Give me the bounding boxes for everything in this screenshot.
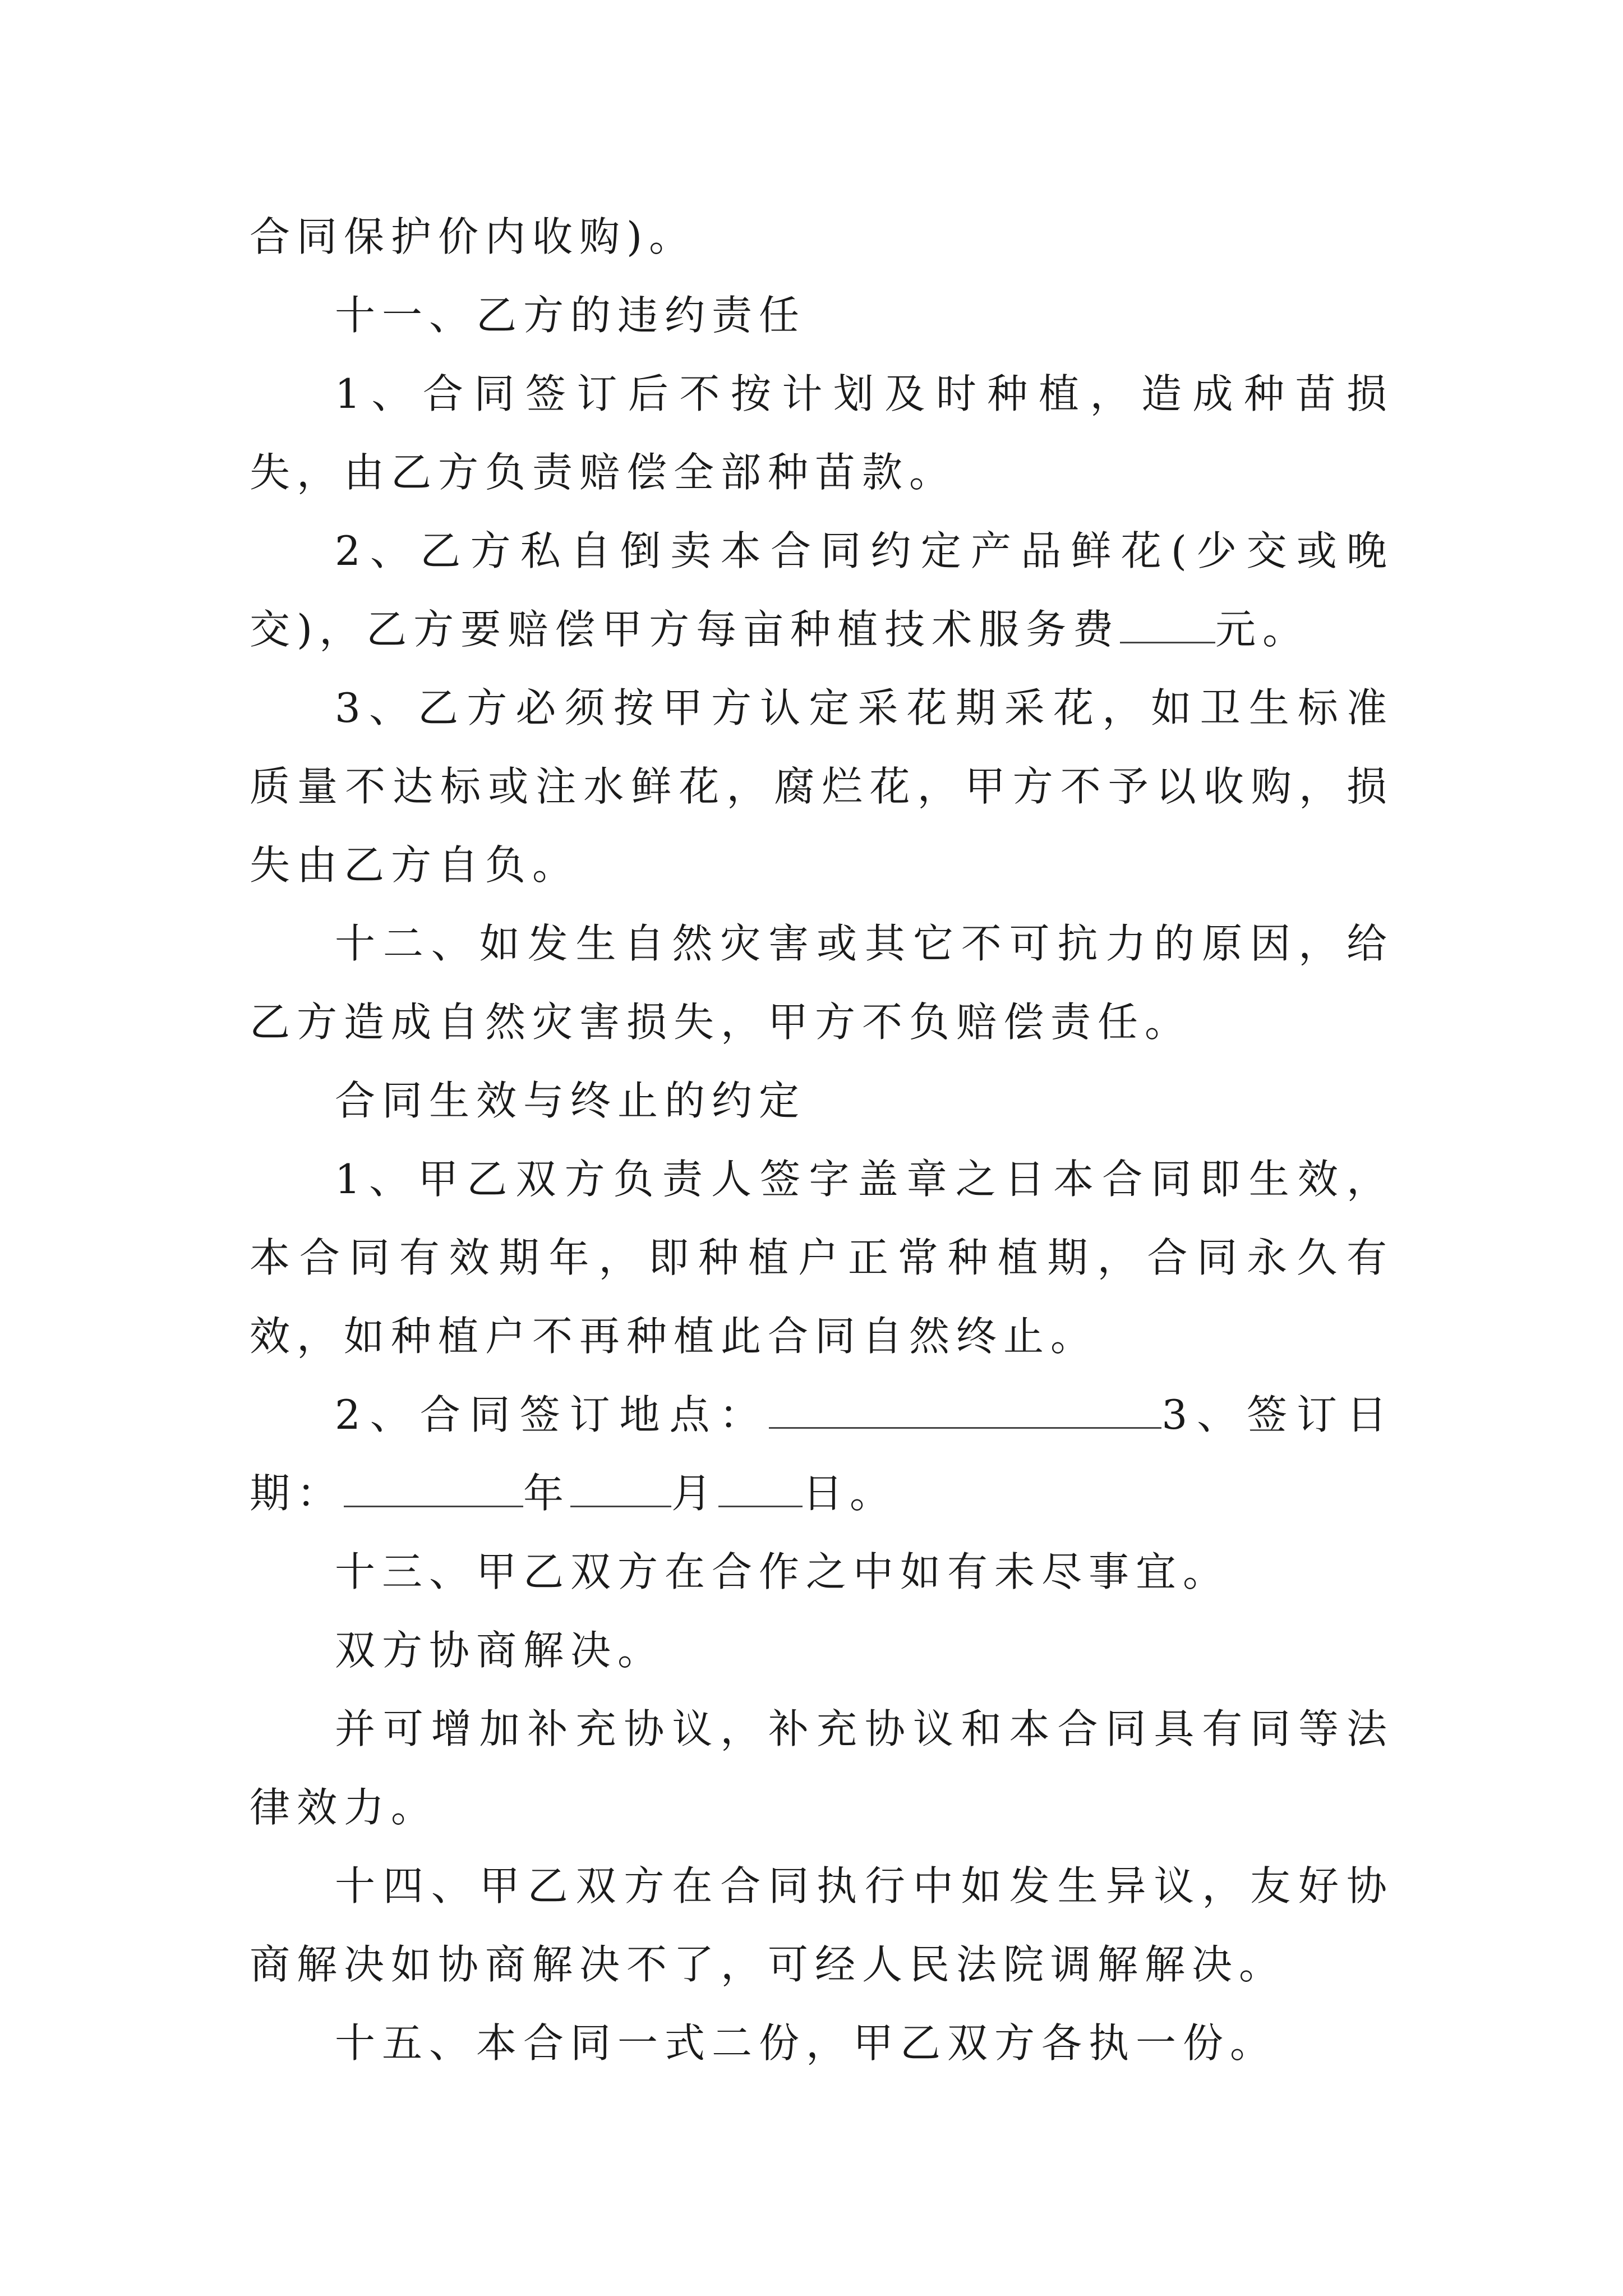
day-label: 日。 bbox=[803, 1470, 897, 1517]
clause-negotiation: 双方协商解决。 bbox=[335, 1627, 665, 1674]
day-blank bbox=[718, 1472, 803, 1507]
clause-effective-term: 1、甲乙双方负责人签字盖章之日本合同即生效，本合同有效期年，即种植户正常种植期，合同永久有效，如种植户不再种植此合同自然终止。 bbox=[250, 1156, 1394, 1360]
effectiveness-heading: 合同生效与终止的约定 bbox=[335, 1077, 806, 1124]
section-fifteen-copies: 十五、本合同一式二份，甲乙双方各执一份。 bbox=[335, 2019, 1278, 2067]
signing-place-blank bbox=[769, 1393, 1161, 1429]
fee-blank bbox=[1120, 608, 1215, 643]
year-blank bbox=[344, 1472, 523, 1507]
contract-body bbox=[250, 197, 1394, 2082]
clause-place-and-date bbox=[250, 1375, 1394, 1533]
clause-resale-unit: 元。 bbox=[1215, 606, 1310, 653]
signing-place-label: 2、合同签订地点： bbox=[335, 1391, 769, 1438]
month-label: 月 bbox=[671, 1470, 719, 1517]
signing-date-label: 3、签订日期： bbox=[250, 1391, 1394, 1517]
section-fourteen-disputes: 十四、甲乙双方在合同执行中如发生异议，友好协商解决如协商解决不了，可经人民法院调解解决。 bbox=[250, 1862, 1394, 1988]
year-label: 年 bbox=[523, 1470, 571, 1517]
clause-planting-delay: 1、合同签订后不按计划及时种植，造成种苗损失，由乙方负责赔偿全部种苗款。 bbox=[250, 370, 1394, 496]
paragraph-continuation: 合同保护价内收购)。 bbox=[250, 213, 697, 260]
clause-supplementary-agreement: 并可增加补充协议，补充协议和本合同具有同等法律效力。 bbox=[250, 1705, 1394, 1831]
month-blank bbox=[570, 1472, 671, 1507]
clause-resale-text: 2、乙方私自倒卖本合同约定产品鲜花(少交或晚交)，乙方要赔偿甲方每亩种植技术服务费 bbox=[250, 527, 1394, 653]
section-thirteen-heading: 十三、甲乙双方在合作之中如有未尽事宜。 bbox=[335, 1548, 1230, 1595]
clause-resale-penalty bbox=[250, 512, 1394, 669]
section-eleven-heading: 十一、乙方的违约责任 bbox=[335, 292, 806, 339]
section-twelve-force-majeure: 十二、如发生自然灾害或其它不可抗力的原因，给乙方造成自然灾害损失，甲方不负赔偿责任。 bbox=[250, 920, 1394, 1046]
clause-harvest-quality: 3、乙方必须按甲方认定采花期采花，如卫生标准质量不达标或注水鲜花，腐烂花，甲方不予以收购，损失由乙方自负。 bbox=[250, 684, 1394, 889]
